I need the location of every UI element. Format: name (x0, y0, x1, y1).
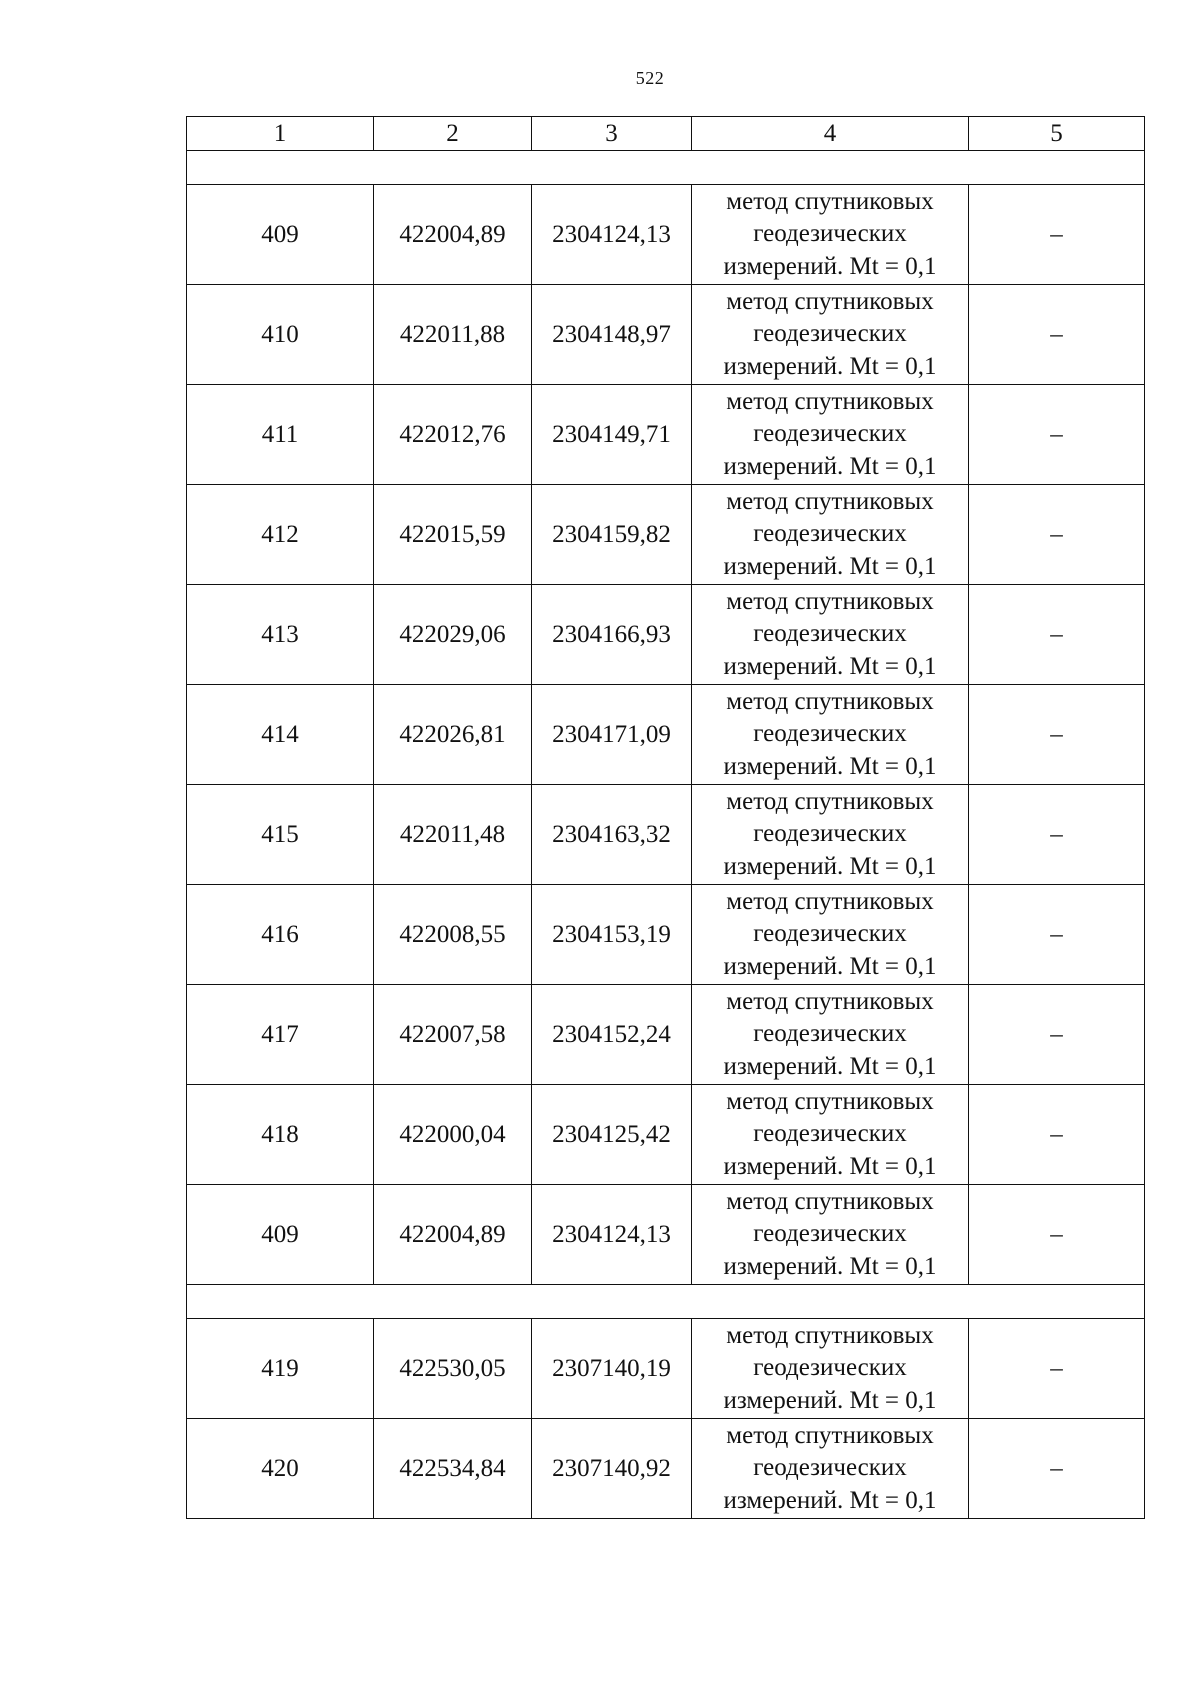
page-number: 522 (635, 68, 665, 88)
x-coordinate-cell: 422004,89 (374, 185, 532, 285)
method-cell (692, 185, 969, 285)
y-coordinate-cell: 2304163,32 (532, 785, 692, 885)
point-number-cell: 417 (187, 985, 374, 1085)
method-line: метод спутниковых (726, 187, 934, 215)
note-cell: – (969, 1185, 1145, 1285)
note-cell: – (969, 685, 1145, 785)
method-line: измерений. Mt = 0,1 (723, 1486, 937, 1514)
y-coordinate-cell: 2304153,19 (532, 885, 692, 985)
method-line: метод спутниковых (726, 1421, 934, 1449)
method-line: измерений. Mt = 0,1 (723, 952, 937, 980)
method-cell (692, 285, 969, 385)
point-number-cell: 409 (187, 1185, 374, 1285)
group-separator-cell (187, 151, 1145, 185)
method-line: метод спутниковых (726, 1087, 934, 1115)
method-cell (692, 785, 969, 885)
table-row (187, 685, 1145, 785)
table-row (187, 585, 1145, 685)
method-line: геодезических (753, 820, 907, 848)
x-coordinate-cell: 422530,05 (374, 1319, 532, 1419)
group-separator-row (187, 1285, 1145, 1319)
method-line: измерений. Mt = 0,1 (723, 352, 937, 380)
table-row (187, 1085, 1145, 1185)
method-line: измерений. Mt = 0,1 (723, 552, 937, 580)
note-cell: – (969, 185, 1145, 285)
method-line: геодезических (753, 1454, 907, 1482)
method-line: метод спутниковых (726, 1187, 934, 1215)
method-line: измерений. Mt = 0,1 (723, 1386, 937, 1414)
method-line: измерений. Mt = 0,1 (723, 1252, 937, 1280)
y-coordinate-cell: 2307140,19 (532, 1319, 692, 1419)
method-line: измерений. Mt = 0,1 (723, 252, 937, 280)
x-coordinate-cell: 422008,55 (374, 885, 532, 985)
method-line: геодезических (753, 1220, 907, 1248)
method-line: геодезических (753, 1120, 907, 1148)
note-cell: – (969, 785, 1145, 885)
method-line: измерений. Mt = 0,1 (723, 1052, 937, 1080)
point-number-cell: 419 (187, 1319, 374, 1419)
y-coordinate-cell: 2304124,13 (532, 1185, 692, 1285)
group-separator-cell (187, 1285, 1145, 1319)
method-cell (692, 485, 969, 585)
method-line: измерений. Mt = 0,1 (723, 852, 937, 880)
point-number-cell: 414 (187, 685, 374, 785)
method-line: геодезических (753, 720, 907, 748)
table-row (187, 1185, 1145, 1285)
method-line: метод спутниковых (726, 387, 934, 415)
method-line: метод спутниковых (726, 287, 934, 315)
point-number-cell: 416 (187, 885, 374, 985)
table-row (187, 185, 1145, 285)
x-coordinate-cell: 422004,89 (374, 1185, 532, 1285)
method-line: метод спутниковых (726, 487, 934, 515)
x-coordinate-cell: 422007,58 (374, 985, 532, 1085)
note-cell: – (969, 385, 1145, 485)
point-number-cell: 420 (187, 1419, 374, 1519)
method-cell (692, 1085, 969, 1185)
x-coordinate-cell: 422011,88 (374, 285, 532, 385)
y-coordinate-cell: 2304148,97 (532, 285, 692, 385)
y-coordinate-cell: 2304149,71 (532, 385, 692, 485)
method-cell (692, 685, 969, 785)
method-line: геодезических (753, 520, 907, 548)
point-number-cell: 418 (187, 1085, 374, 1185)
x-coordinate-cell: 422015,59 (374, 485, 532, 585)
column-header: 3 (532, 117, 692, 151)
y-coordinate-cell: 2304152,24 (532, 985, 692, 1085)
method-cell (692, 385, 969, 485)
note-cell: – (969, 285, 1145, 385)
x-coordinate-cell: 422012,76 (374, 385, 532, 485)
method-line: геодезических (753, 320, 907, 348)
method-cell (692, 585, 969, 685)
y-coordinate-cell: 2304125,42 (532, 1085, 692, 1185)
method-cell (692, 1319, 969, 1419)
table-row (187, 785, 1145, 885)
y-coordinate-cell: 2304171,09 (532, 685, 692, 785)
point-number-cell: 412 (187, 485, 374, 585)
point-number-cell: 415 (187, 785, 374, 885)
method-cell (692, 1419, 969, 1519)
point-number-cell: 413 (187, 585, 374, 685)
column-header: 5 (969, 117, 1145, 151)
point-number-cell: 409 (187, 185, 374, 285)
method-line: метод спутниковых (726, 1321, 934, 1349)
method-line: измерений. Mt = 0,1 (723, 1152, 937, 1180)
coordinates-table (186, 116, 1145, 1519)
method-line: измерений. Mt = 0,1 (723, 752, 937, 780)
column-header: 4 (692, 117, 969, 151)
y-coordinate-cell: 2307140,92 (532, 1419, 692, 1519)
group-separator-row (187, 151, 1145, 185)
method-line: метод спутниковых (726, 987, 934, 1015)
table-row (187, 985, 1145, 1085)
note-cell: – (969, 485, 1145, 585)
column-header: 1 (187, 117, 374, 151)
y-coordinate-cell: 2304166,93 (532, 585, 692, 685)
note-cell: – (969, 1085, 1145, 1185)
method-line: измерений. Mt = 0,1 (723, 652, 937, 680)
table-row (187, 1419, 1145, 1519)
note-cell: – (969, 885, 1145, 985)
method-line: метод спутниковых (726, 687, 934, 715)
method-line: метод спутниковых (726, 787, 934, 815)
y-coordinate-cell: 2304159,82 (532, 485, 692, 585)
method-line: геодезических (753, 220, 907, 248)
method-cell (692, 985, 969, 1085)
header-row (187, 117, 1145, 151)
point-number-cell: 410 (187, 285, 374, 385)
table-row (187, 285, 1145, 385)
table-row (187, 385, 1145, 485)
y-coordinate-cell: 2304124,13 (532, 185, 692, 285)
method-line: геодезических (753, 620, 907, 648)
table-row (187, 485, 1145, 585)
method-line: геодезических (753, 1020, 907, 1048)
table-row (187, 885, 1145, 985)
note-cell: – (969, 585, 1145, 685)
note-cell: – (969, 985, 1145, 1085)
column-header: 2 (374, 117, 532, 151)
method-line: геодезических (753, 920, 907, 948)
method-cell (692, 885, 969, 985)
method-line: геодезических (753, 1354, 907, 1382)
method-line: метод спутниковых (726, 887, 934, 915)
note-cell: – (969, 1319, 1145, 1419)
x-coordinate-cell: 422534,84 (374, 1419, 532, 1519)
method-line: геодезических (753, 420, 907, 448)
x-coordinate-cell: 422011,48 (374, 785, 532, 885)
x-coordinate-cell: 422000,04 (374, 1085, 532, 1185)
point-number-cell: 411 (187, 385, 374, 485)
x-coordinate-cell: 422029,06 (374, 585, 532, 685)
method-cell (692, 1185, 969, 1285)
method-line: метод спутниковых (726, 587, 934, 615)
x-coordinate-cell: 422026,81 (374, 685, 532, 785)
method-line: измерений. Mt = 0,1 (723, 452, 937, 480)
table-row (187, 1319, 1145, 1419)
note-cell: – (969, 1419, 1145, 1519)
